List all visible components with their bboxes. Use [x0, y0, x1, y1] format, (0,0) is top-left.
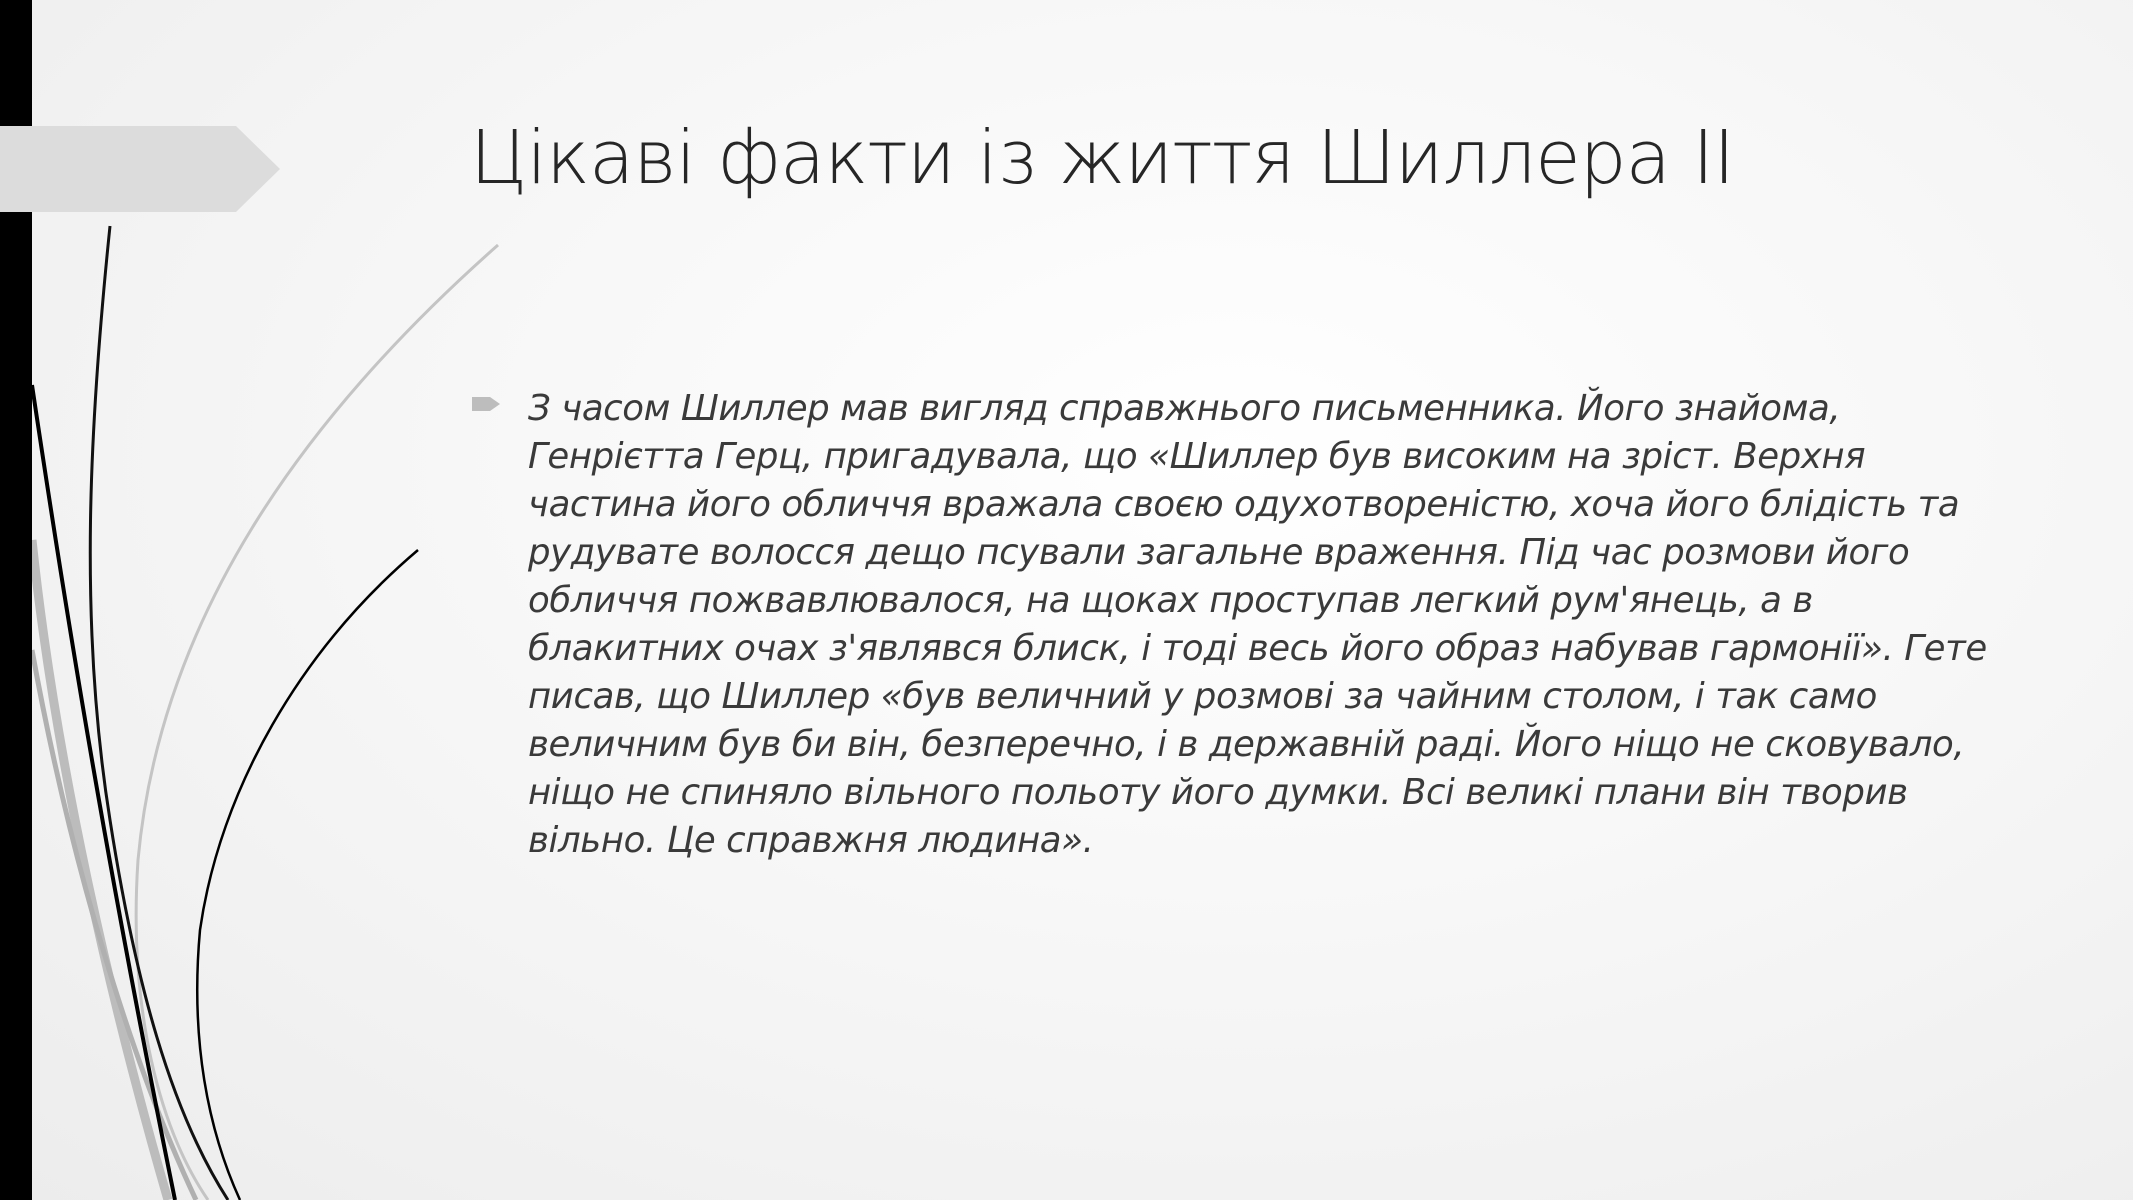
title-tab-shape	[0, 126, 280, 212]
slide-content	[470, 385, 1990, 865]
arrow-bullet-icon	[470, 385, 528, 425]
bullet-item	[470, 385, 1990, 865]
bullet-text: З часом Шиллер мав вигляд справжнього письменника. Його знайома, Генрієтта Герц, пригадувала, що «Шиллер був високим на зріст. Верхня частина його обличчя вражала своєю одухотвореністю, хоча його блідість та рудувате волосся дещо псували загальне враження. Під час розмови його обличчя пожвавлювалося, на щоках проступав легкий рум'янець, а в блакитних очах з'являвся блиск, і тоді весь його образ набував гармонії». Гете писав, що Шиллер «був величний у розмові за чайним столом, і так само величним був би він, безперечно, і в державній раді. Його ніщо не сковувало, ніщо не спиняло вільного польоту його думки. Всі великі плани він творив вільно. Це справжня людина».	[528, 388, 1987, 861]
slide-title: Цікаві факти із життя Шиллера ІІ	[470, 115, 1735, 201]
